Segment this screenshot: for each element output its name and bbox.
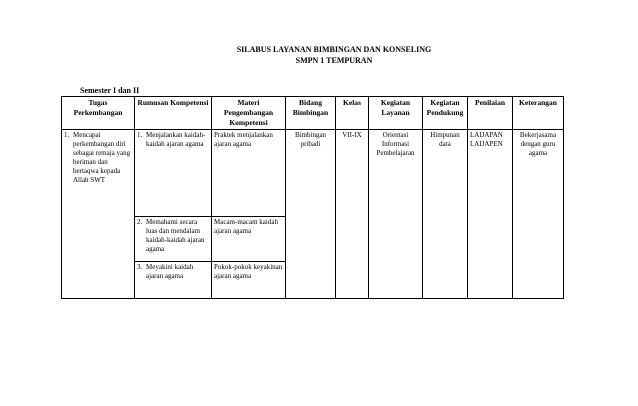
syllabus-table [61, 96, 564, 299]
rumusan-number: 1. [137, 131, 143, 139]
tugas-text: Mencapai perkembangan diri sebagai remaja yang beriman dan bertaqwa kepada Allah SWT [73, 131, 131, 184]
header-kegiatan-layanan: Kegiatan Layanan [369, 97, 423, 130]
cell-rumusan-3 [135, 262, 212, 299]
cell-materi-1: Praktek menjalankan ajaran agama [212, 130, 286, 217]
cell-penilaian: LAIJAPAN LAIJAPEN [468, 130, 513, 299]
tugas-number: 1. [64, 131, 70, 139]
title-line-1: SILABUS LAYANAN BIMBINGAN DAN KONSELING [236, 45, 432, 54]
rumusan-text: Menjalankan kaidah-kaidah ajaran agama [146, 131, 206, 148]
header-keterangan: Keterangan [513, 97, 564, 130]
cell-bidang: Bimbingan pribadi [286, 130, 336, 299]
cell-tugas [62, 130, 135, 299]
header-row [62, 97, 564, 130]
document-title [0, 44, 638, 66]
cell-rumusan-2 [135, 217, 212, 262]
rumusan-text: Memahami secara luas dan mendalam kaidah-kaidah ajaran agama [146, 218, 205, 253]
rumusan-number: 3. [137, 263, 143, 271]
cell-rumusan-1 [135, 130, 212, 217]
cell-kegiatan-pendukung: Himpunan data [423, 130, 468, 299]
header-penilaian: Penilaian [468, 97, 513, 130]
header-kegiatan-pendukung: Kegiatan Pendukung [423, 97, 468, 130]
title-line-2: SMPN 1 TEMPURAN [295, 56, 373, 65]
header-materi: Materi Pengembangan Kompetensi [212, 97, 286, 130]
semester-label: Semester I dan II [80, 86, 140, 95]
header-rumusan: Rumusan Kompetensi [135, 97, 212, 130]
header-bidang: Bidang Bimbingan [286, 97, 336, 130]
table-row [62, 130, 564, 217]
cell-kegiatan-layanan: Orientasi Informasi Pembelajaran [369, 130, 423, 299]
cell-kelas: VII-IX [336, 130, 369, 299]
header-tugas: Tugas Perkembangan [62, 97, 135, 130]
rumusan-text: Meyakini kaidah ajaran agama [146, 263, 194, 280]
cell-materi-2: Macam-macam kaidah ajaran agama [212, 217, 286, 262]
header-kelas: Kelas [336, 97, 369, 130]
rumusan-number: 2. [137, 218, 143, 226]
cell-materi-3: Pokok-pokok keyakinan ajaran agama [212, 262, 286, 299]
cell-keterangan: Bekerjasama dengan guru agama [513, 130, 564, 299]
